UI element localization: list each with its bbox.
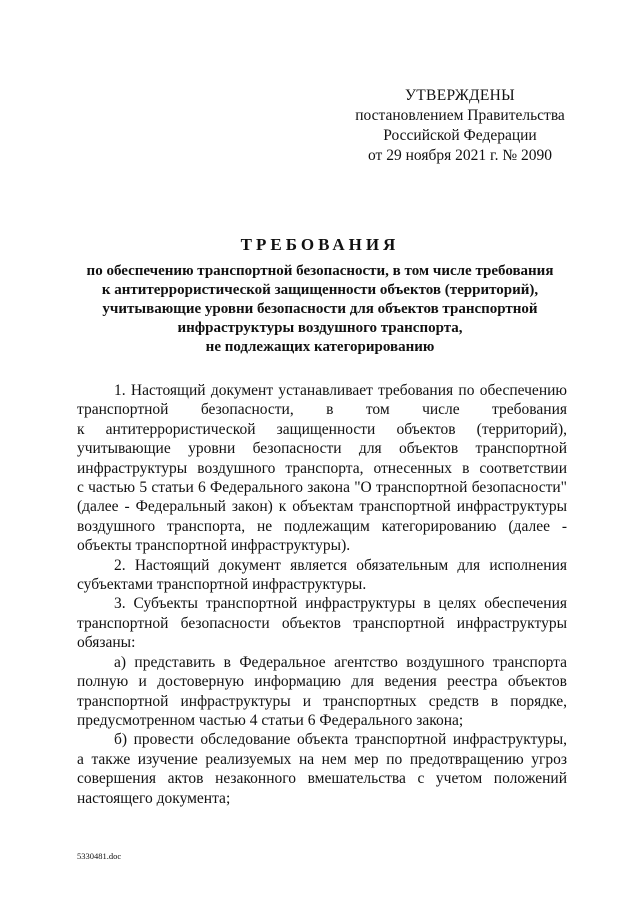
text-line: объекты транспортной инфраструктуры). [77,537,351,555]
paragraph-1 [77,381,567,556]
text-line: к антитеррористической защищенности объектов (территорий), [77,420,567,438]
text-line: воздушного транспорта, не подлежащим категорированию (далее - [77,517,567,535]
document-subtitle-line: учитывающие уровни безопасности для объектов транспортной [102,301,538,317]
text-line: полную и достоверную информацию для ведения реестра объектов [77,673,567,691]
approval-line-3: от 29 ноября 2021 г. № 2090 [368,147,552,164]
text-line: б) провести обследование объекта транспортной инфраструктуры, [114,731,567,749]
text-line: а) представить в Федеральное агентство воздушного транспорта [114,653,567,671]
document-heading [60,234,580,357]
text-line: субъектами транспортной инфраструктуры. [77,576,367,594]
text-line: обязаны: [77,634,136,652]
document-subtitle-line: не подлежащих категорированию [205,339,435,355]
document-subtitle-line: по обеспечению транспортной безопасности, в том числе требования [86,263,554,279]
document-body [77,381,567,808]
text-line: с частью 5 статьи 6 Федерального закона "О транспортной безопасности" [77,479,567,497]
text-line: совершения актов незаконного вмешательства с учетом положений [77,770,567,788]
approval-line-2: Российской Федерации [383,127,537,144]
document-subtitle-line: инфраструктуры воздушного транспорта, [177,320,463,336]
text-line: транспортной безопасности, в том числе требования [77,401,567,419]
paragraph-3b [77,730,567,808]
text-line: 3. Субъекты транспортной инфраструктуры в целях обеспечения [114,595,567,613]
text-line: транспортной инфраструктуры и транспортных средств в порядке, [77,692,567,710]
text-line: 2. Настоящий документ является обязательным для исполнения [114,556,567,574]
text-line: инфраструктуры воздушного транспорта, отнесенных в соответствии [77,459,567,477]
paragraph-2 [77,556,567,595]
text-line: (далее - Федеральный закон) к объектам транспортной инфраструктуры [77,498,567,516]
text-line: 1. Настоящий документ устанавливает требования по обеспечению [114,382,567,399]
approval-line-1: постановлением Правительства [355,107,565,124]
approval-title: УТВЕРЖДЕНЫ [405,87,515,104]
paragraph-3a [77,653,567,731]
text-line: учитывающие уровни безопасности для объектов транспортной [77,440,567,458]
document-title: ТРЕБОВАНИЯ [240,235,400,254]
paragraph-3 [77,594,567,652]
text-line: транспортной безопасности объектов транспортной инфраструктуры [77,614,567,632]
approval-stamp [340,86,580,166]
file-code: 5330481.doc [77,851,122,861]
document-subtitle-line: к антитеррористической защищенности объектов (территорий), [101,282,539,298]
text-line: настоящего документа; [77,789,231,807]
text-line: а также изучение реализуемых на нем мер по предотвращению угроз [77,750,567,768]
text-line: предусмотренном частью 4 статьи 6 Федерального закона; [77,711,464,729]
